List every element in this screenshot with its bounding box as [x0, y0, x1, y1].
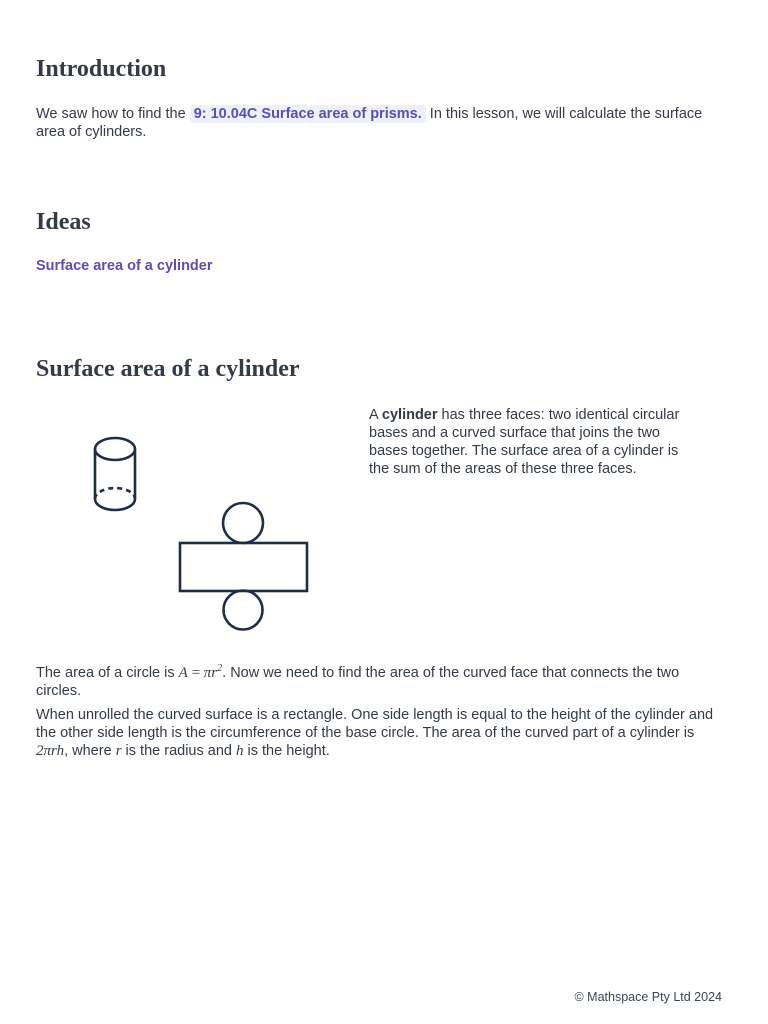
circle-area-paragraph	[36, 660, 716, 700]
intro-text-before: We saw how to find the	[36, 106, 190, 122]
unrolled-after: is the height.	[243, 743, 330, 759]
curved-area-formula: 2πrh	[36, 743, 65, 759]
circle-area-before: The area of a circle is	[36, 665, 179, 681]
var-r: r	[115, 743, 122, 759]
definition-rest: has three faces: two identical circular bases and a curved surface that joins the two bases together. The surface area of a cylinder is the sum of the areas of these three faces.	[369, 407, 680, 477]
unrolled-mid2: is the radius and	[121, 743, 236, 759]
formula-eq: =	[187, 665, 204, 681]
circle-area-after: . Now we need to find the area of the curved face that connects the two circles.	[36, 665, 680, 699]
prisms-lesson-link[interactable]: 9: 10.04C Surface area of prisms.	[190, 105, 426, 123]
unrolled-paragraph	[36, 706, 716, 760]
idea-link-surface-area[interactable]: Surface area of a cylinder	[36, 258, 213, 274]
var-h: h	[236, 743, 244, 759]
copyright-footer: © Mathspace Pty Ltd 2024	[574, 990, 722, 1004]
formula-base: πr	[203, 665, 218, 681]
definition-prefix: A	[369, 407, 382, 423]
cylinder-definition	[369, 406, 699, 478]
intro-paragraph	[36, 105, 716, 141]
cylinder-term: cylinder	[381, 407, 438, 423]
net-diagram	[172, 500, 312, 632]
ideas-heading: Ideas	[36, 209, 91, 235]
unrolled-mid1: , where	[64, 743, 116, 759]
unrolled-before: When unrolled the curved surface is a rectangle. One side length is equal to the height of the cylinder and the other side length is the circumference of the base circle. The area of the curved part of a cylinder is	[36, 707, 714, 741]
section-heading: Surface area of a cylinder	[36, 356, 300, 382]
intro-heading: Introduction	[36, 56, 167, 82]
intro-text-after: In this lesson, we will calculate the surface area of cylinders.	[36, 106, 703, 140]
circle-area-formula	[179, 665, 223, 681]
formula-lhs: A	[178, 665, 188, 681]
cylinder-diagram	[86, 430, 146, 520]
formula-exp: 2	[217, 663, 223, 674]
